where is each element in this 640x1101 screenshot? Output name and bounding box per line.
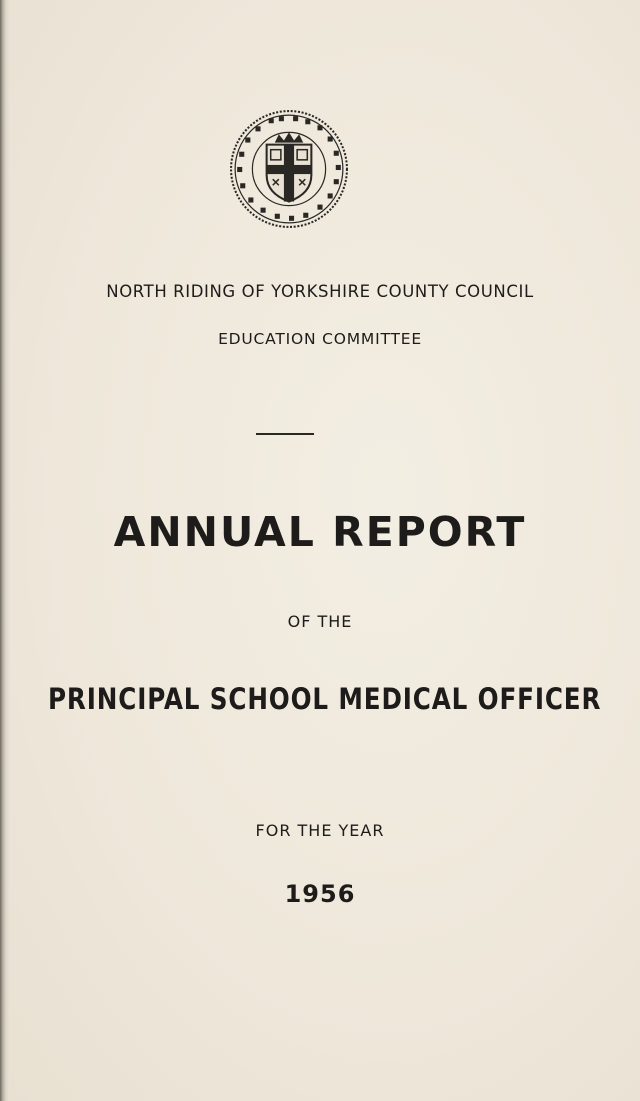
officer-title: PRINCIPAL SCHOOL MEDICAL OFFICER: [48, 682, 602, 716]
committee-name: EDUCATION COMMITTEE: [218, 330, 422, 348]
of-the-text: OF THE: [287, 612, 353, 631]
report-title: ANNUAL REPORT: [113, 508, 527, 556]
for-the-year-text: FOR THE YEAR: [255, 821, 385, 840]
county-seal-icon: [228, 108, 350, 230]
report-year: 1956: [284, 880, 356, 908]
council-name: NORTH RIDING OF YORKSHIRE COUNTY COUNCIL: [106, 282, 534, 301]
divider-rule: [256, 433, 314, 435]
